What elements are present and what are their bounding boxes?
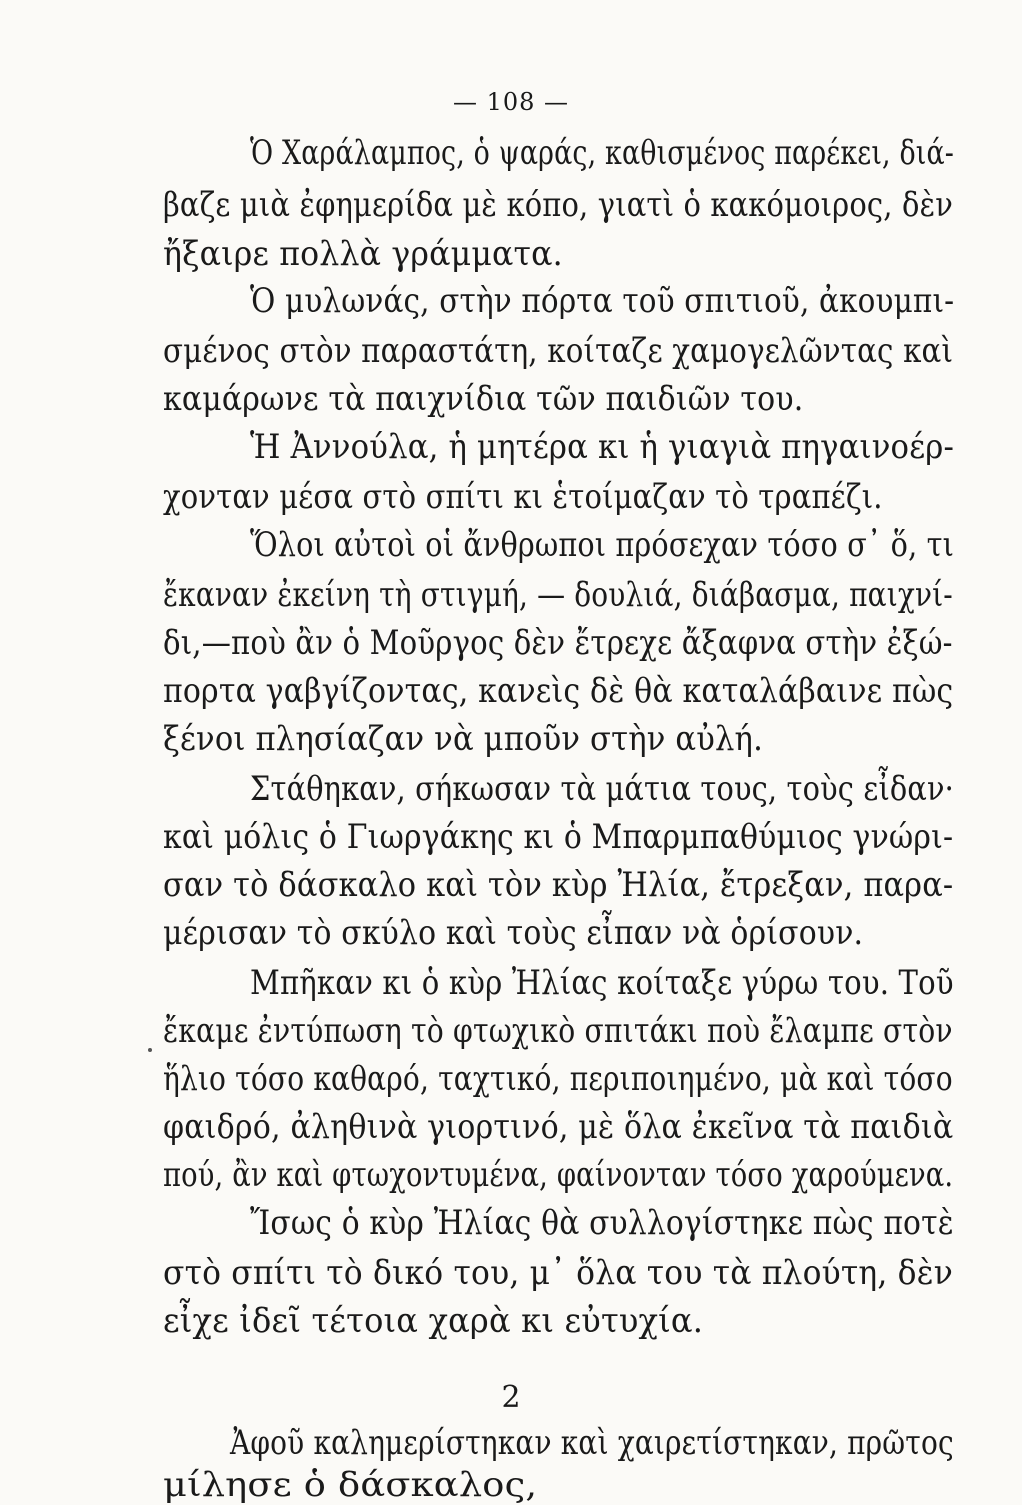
text-line: μέρισαν τὸ σκύλο καὶ τοὺς εἶπαν νὰ ὁρίσουν. [163, 913, 864, 953]
text-line: Ἀφοῦ καλημερίστηκαν καὶ χαιρετίστηκαν, πρῶτος [230, 1423, 954, 1463]
text-line: φαιδρό, ἀληθινὰ γιορτινό, μὲ ὅλα ἐκεῖνα τὰ παιδιὰ [163, 1107, 954, 1147]
ink-speck [148, 1048, 152, 1052]
text-line: εἶχε ἰδεῖ τέτοια χαρὰ κι εὐτυχία. [163, 1301, 704, 1341]
text-line: χονταν μέσα στὸ σπίτι κι ἑτοίμαζαν τὸ τραπέζι. [163, 477, 883, 517]
text-line: ἔκαμε ἐντύπωση τὸ φτωχικὸ σπιτάκι ποὺ ἔλαμπε στὸν [163, 1011, 953, 1051]
text-line: μίλησε ὁ δάσκαλος, [163, 1465, 538, 1505]
text-line: ἤξαιρε πολλὰ γράμματα. [163, 234, 563, 274]
text-line: πορτα γαβγίζοντας, κανεὶς δὲ θὰ καταλάβαινε πὼς [163, 671, 954, 711]
text-line: πού, ἂν καὶ φτωχοντυμένα, φαίνονταν τόσο χαρούμενα. [163, 1155, 954, 1195]
text-line: σμένος στὸν παραστάτη, κοίταζε χαμογελῶντας καὶ [163, 331, 954, 371]
text-line: Ὅλοι αὐτοὶ οἱ ἄνθρωποι πρόσεχαν τόσο σ᾿ ὅ, τι [250, 525, 955, 565]
page-number: — 108 — [452, 88, 570, 116]
text-line: καὶ μόλις ὁ Γιωργάκης κι ὁ Μπαρμπαθύμιος γνώρι- [163, 817, 954, 857]
text-line: Ὁ Χαράλαμπος, ὁ ψαράς, καθισμένος παρέκει, διά- [250, 133, 955, 173]
text-line: ξένοι πλησίαζαν νὰ μποῦν στὴν αὐλή. [163, 719, 763, 759]
text-line: ἔκαναν ἐκείνη τὴ στιγμή, — δουλιά, διάβασμα, παιχνί- [163, 575, 953, 615]
text-line: Ἡ Ἀννούλα, ἡ μητέρα κι ἡ γιαγιὰ πηγαινοέρ- [250, 427, 955, 467]
text-line: Ὁ μυλωνάς, στὴν πόρτα τοῦ σπιτιοῦ, ἀκουμπι- [250, 281, 955, 321]
text-line: Στάθηκαν, σήκωσαν τὰ μάτια τους, τοὺς εἶδαν· [250, 769, 954, 809]
text-line: Μπῆκαν κι ὁ κὺρ Ἠλίας κοίταξε γύρω του. Τοῦ [250, 963, 954, 1003]
text-line: καμάρωνε τὰ παιχνίδια τῶν παιδιῶν του. [163, 379, 804, 419]
text-line: βαζε μιὰ ἐφημερίδα μὲ κόπο, γιατὶ ὁ κακόμοιρος, δὲν [163, 185, 954, 225]
section-number: 2 [501, 1380, 521, 1415]
text-line: ἥλιο τόσο καθαρό, ταχτικό, περιποιημένο, μὰ καὶ τόσο [163, 1059, 953, 1099]
text-line: στὸ σπίτι τὸ δικό του, μ᾿ ὅλα του τὰ πλούτη, δὲν [163, 1253, 953, 1293]
text-line: Ἴσως ὁ κὺρ Ἠλίας θὰ συλλογίστηκε πὼς ποτὲ [250, 1203, 954, 1243]
text-line: σαν τὸ δάσκαλο καὶ τὸν κὺρ Ἠλία, ἔτρεξαν, παρα- [163, 865, 954, 905]
text-line: δι,—ποὺ ἂν ὁ Μοῦργος δὲν ἔτρεχε ἄξαφνα στὴν ἐξώ- [163, 623, 953, 663]
